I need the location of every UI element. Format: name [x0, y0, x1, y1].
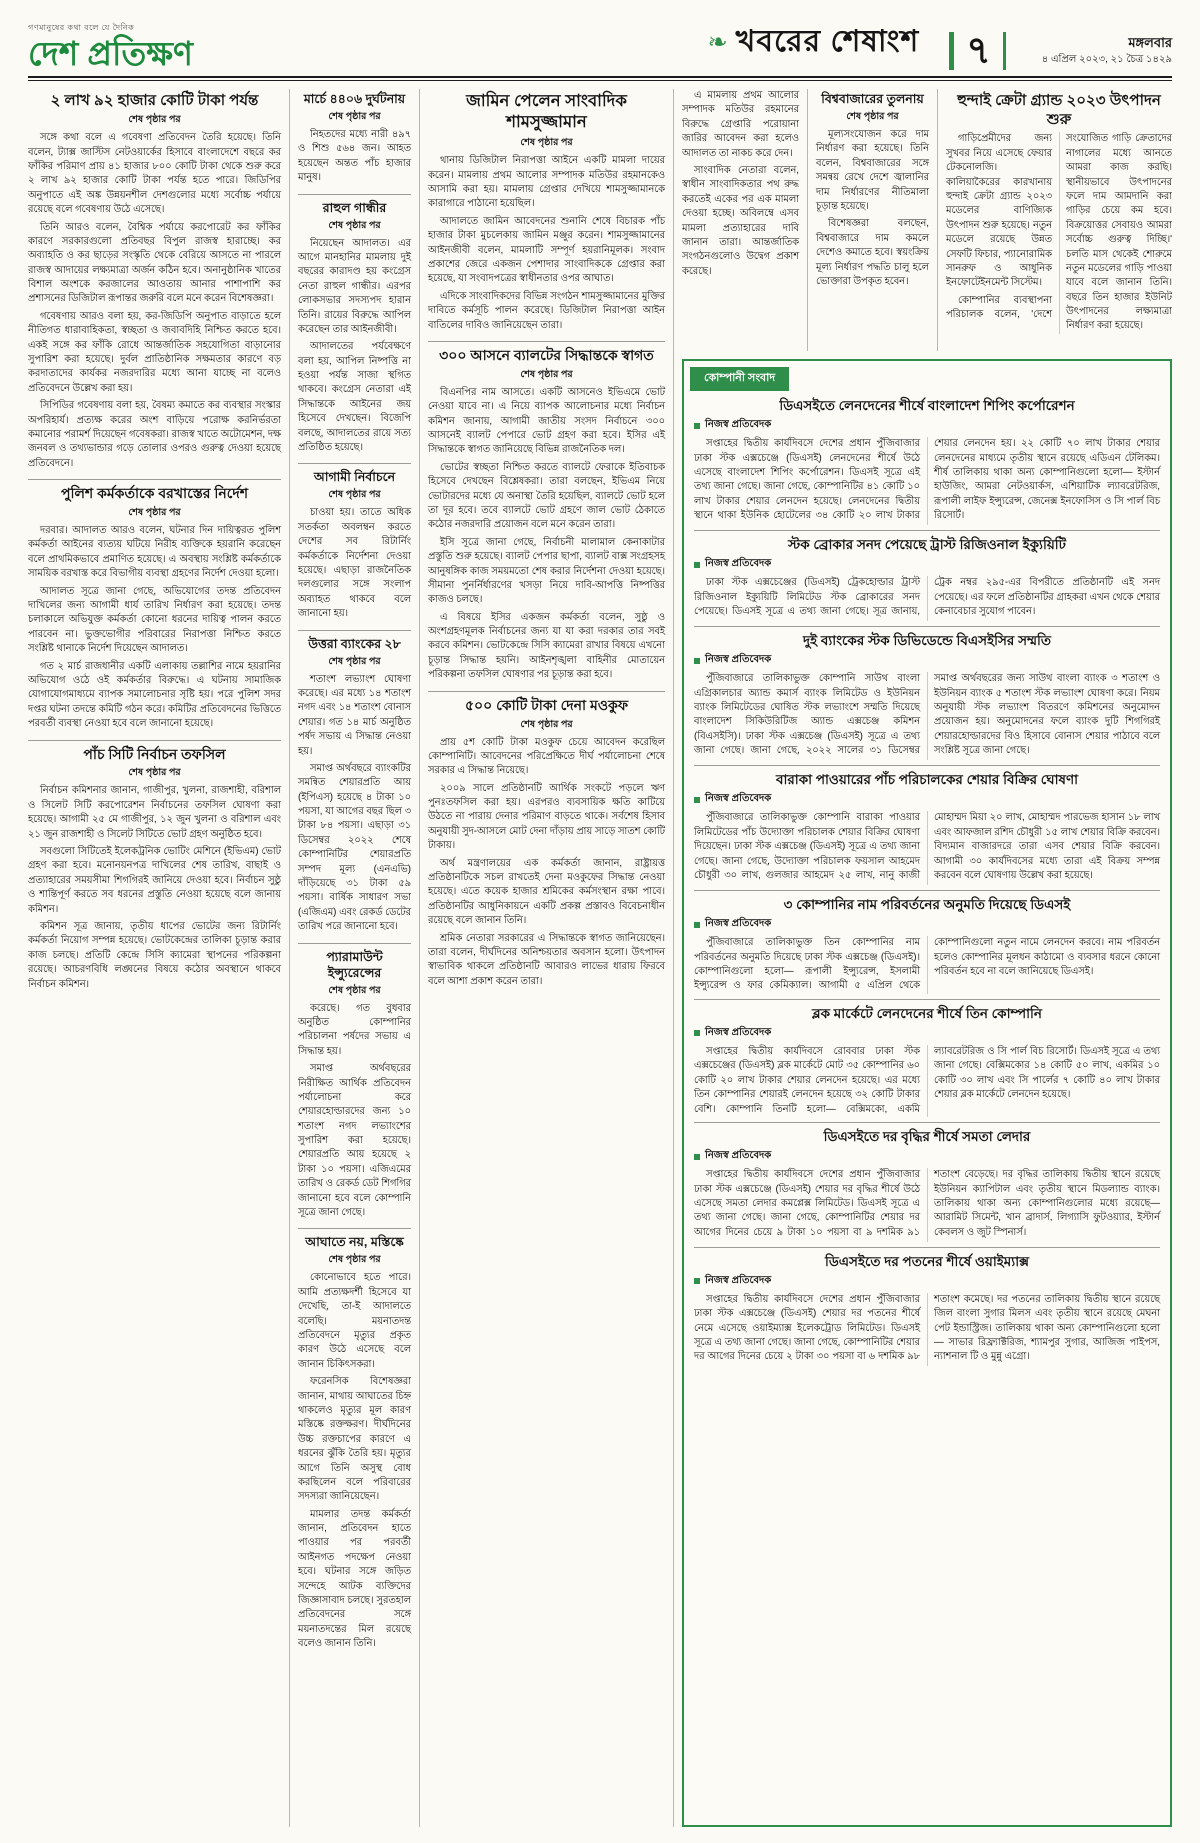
page-content — [28, 89, 1172, 1827]
date-block — [1022, 34, 1172, 70]
continuation-label: শেষ পৃষ্ঠার পর — [520, 368, 573, 380]
article-headline: ৩০০ আসনে ব্যালটের সিদ্ধান্তকে স্বাগত — [439, 346, 654, 363]
page-number: ৭ — [949, 32, 1006, 70]
article-ballot-decision — [428, 347, 665, 692]
section-title-block — [708, 17, 920, 70]
article-headline: আঘাতে নয়, মস্তিষ্কে — [305, 1235, 404, 1250]
article-baraka-share-sale — [694, 771, 1160, 891]
article-paragraph: এ বিষয়ে ইসির একজন কর্মকর্তা বলেন, সুষ্ঠু ও অংশগ্রহণমূলক নির্বাচনের জন্য যা যা করা দরকার তার সবই করবে কমিশন। ভোটকেন্দ্রে সিসি ক্যামেরা রাখার বিষয়ে এখনো চূড়ান্ত সিদ্ধান্ত হয়নি। আইনশৃঙ্খলা বাহিনীর মোতায়েন পরিকল্পনা তফসিল ঘোষণার পর চূড়ান্ত করা হবে। — [428, 611, 665, 681]
article-paragraph: সপ্তাহের দ্বিতীয় কার্যদিবসে দেশের প্রধান পুঁজিবাজার ঢাকা স্টক এক্সচেঞ্জে (ডিএসই) শেয়ার দর পতনের শীর্ষে নেমে এসেছে ওয়াইম্যাক্স ইলেকট্রোড লিমিটেড। ডিএসই সূত্রে এ তথ্য জানা গেছে। জানা গেছে, কোম্পানিটির শেয়ার দর আগের দিনের চেয়ে ২ টাকা ৩০ পয়সা বা ৬ দশমিক ৯৮ শতাংশ কমেছে। দর পতনের তালিকায় দ্বিতীয় স্থানে রয়েছে জিল বাংলা সুগার মিলস এবং তৃতীয় স্থানে রয়েছে মেঘনা পেট ইন্ডাস্ট্রিজ। তালিকায় থাকা অন্য কোম্পানিগুলো হলো— সাভার রিফ্র্যাক্টরিজ, শ্যামপুর সুগার, আজিজ পাইপস, ন্যাশনাল টি ও মুন্নু এগ্রো। — [694, 1293, 1160, 1363]
article-body — [694, 672, 1160, 760]
byline-bullet-icon — [694, 562, 700, 568]
article-paragraph: গত ২ মার্চ রাজধানীর একটি এলাকায় তল্লাশির নামে হয়রানির অভিযোগ ওঠে ওই কর্মকর্তার বিরুদ্ধে। এ ঘটনায় সামাজিক যোগাযোগমাধ্যমে ব্যাপক সমালোচনার সৃষ্টি হয়। পরে পুলিশ সদর দপ্তর ঘটনা তদন্তে কমিটি গঠন করে। কমিটির প্রতিবেদনের ভিত্তিতে পরবর্তী ব্যবস্থা নেওয়া হবে বলে জানানো হয়েছে। — [28, 660, 281, 730]
article-paragraph: মূল্যসংযোজন করে দাম নির্ধারণ করা হয়েছে। তিনি বলেন, বিশ্ববাজারের সঙ্গে সমন্বয় রেখে দেশে জ্বালানির দাম নির্ধারণের নীতিমালা চূড়ান্ত হয়েছে। — [816, 129, 929, 212]
right-region — [674, 89, 1172, 1827]
article-headline: ডিএসইতে দর বৃদ্ধির শীর্ষে সমতা লেদার — [823, 1128, 1031, 1144]
byline-bullet-icon — [694, 797, 700, 803]
column-world-market — [808, 89, 938, 351]
byline-bullet-icon — [694, 1154, 700, 1160]
company-news-tab: কোম্পানী সংবাদ — [690, 367, 789, 391]
byline-label: নিজস্ব প্রতিবেদক — [705, 1026, 772, 1038]
article-headline: দুই ব্যাংকের স্টক ডিভিডেন্ডে বিএসইসির সম্মতি — [802, 633, 1052, 649]
byline-bullet-icon — [694, 1278, 700, 1284]
article-paragraph: কোনোভাবে হতে পারে। আমি প্রত্যক্ষদর্শী হিসেবে যা দেখেছি, তা-ই আদালতে বলেছি। ময়নাতদন্ত প্রতিবেদনে মৃত্যুর প্রকৃত কারণ উঠে এসেছে বলে জানান চিকিৎসকরা। — [298, 1272, 411, 1370]
article-paragraph: আদালতের পর্যবেক্ষণে বলা হয়, আপিল নিষ্পত্তি না হওয়া পর্যন্ত সাজা স্থগিত থাকবে। কংগ্রেস নেতারা এই সিদ্ধান্তকে আইনের জয় হিসেবে দেখছেন। বিজেপি বলছে, আদালতের রায়ে সত্য প্রতিষ্ঠিত হয়েছে। — [298, 341, 411, 454]
article-paragraph: থানায় ডিজিটাল নিরাপত্তা আইনে একটি মামলা দায়ের করেন। মামলায় প্রথম আলোর সম্পাদক মতিউর রহমানকেও আসামি করা হয়। মামলায় গ্রেপ্তার দেখিয়ে শামসুজ্জামানকে কারাগারে পাঠানো হয়েছিল। — [428, 155, 665, 210]
article-paragraph: সিপিডির গবেষণায় বলা হয়, বৈষম্য কমাতে কর ব্যবস্থার সংস্কার অপরিহার্য। প্রত্যক্ষ করের অংশ বাড়িয়ে পরোক্ষ করনির্ভরতা কমানোর পরামর্শ দিয়েছেন গবেষকরা। রাজস্ব খাতে অটোমেশন, দক্ষ জনবল ও তথ্যভান্ডার গড়ে তোলার ওপরও গুরুত্ব দেওয়া হয়েছে প্রতিবেদনে। — [28, 400, 281, 469]
continuation-label: শেষ পৃষ্ঠার পর — [328, 1254, 381, 1266]
article-headline: ৩ কোম্পানির নাম পরিবর্তনের অনুমতি দিয়েছে ডিএসই — [783, 896, 1071, 912]
article-paragraph: ফরেনসিক বিশেষজ্ঞরা জানান, মাথায় আঘাতের চিহ্ন থাকলেও মৃত্যুর মূল কারণ মস্তিষ্কে রক্তক্ষরণ। দীর্ঘদিনের উচ্চ রক্তচাপের কারণে এ ধরনের ঝুঁকি তৈরি হয়। মৃত্যুর আগে তিনি অসুস্থ বোধ করছিলেন বলে পরিবারের সদস্যরা জানিয়েছেন। — [298, 1376, 411, 1503]
byline-bullet-icon — [694, 922, 700, 928]
article-body — [694, 1045, 1160, 1117]
article-paragraph: বিশেষজ্ঞরা বলছেন, বিশ্ববাজারে দাম কমলে দেশেও কমাতে হবে। স্বয়ংক্রিয় মূল্য নির্ধারণ পদ্ধতি চালু হলে ভোক্তারা উপকৃত হবেন। — [816, 218, 929, 287]
article-headline: বারাকা পাওয়ারের পাঁচ পরিচালকের শেয়ার বিক্রির ঘোষণা — [775, 772, 1079, 788]
article-top-loser — [694, 1253, 1160, 1372]
article-body — [694, 437, 1160, 525]
byline-label: নিজস্ব প্রতিবেদক — [705, 1150, 772, 1162]
article-headline: মার্চে ৪৪০৬ দুর্ঘটনায় — [303, 92, 406, 106]
masthead — [28, 10, 1172, 70]
company-news-box — [682, 359, 1172, 1827]
byline-label: নিজস্ব প্রতিবেদক — [705, 419, 772, 431]
article-paragraph: নিয়েছেন আদালত। এর আগে মানহানির মামলায় দুই বছরের কারাদণ্ড হয় কংগ্রেস নেতা রাহুল গান্ধীর। এরপর লোকসভার সদস্যপদ হারান তিনি। রায়ের বিরুদ্ধে আপিল করেছেন তার আইনজীবী। — [298, 237, 411, 335]
byline-bullet-icon — [694, 658, 700, 664]
article-stock-broker-license — [694, 536, 1160, 627]
continuation-label: শেষ পৃষ্ঠার পর — [846, 111, 899, 122]
article-paragraph: এদিকে সাংবাদিকদের বিভিন্ন সংগঠন শামসুজ্জামানের মুক্তির দাবিতে কর্মসূচি পালন করেছে। ডিজিটাল নিরাপত্তা আইন বাতিলের দাবিও জানিয়েছেন তারা। — [428, 290, 665, 331]
article-paragraph: কমিশন সূত্র জানায়, তৃতীয় ধাপের ভোটের জন্য রিটার্নিং কর্মকর্তা নিয়োগ সম্পন্ন হয়েছে। ভোটকেন্দ্রের তালিকা চূড়ান্ত করার কাজ চলছে। প্রতিটি কেন্দ্রে সিসি ক্যামেরা স্থাপনের পরিকল্পনা রয়েছে। আচরণবিধি লঙ্ঘনের বিষয়ে কঠোর অবস্থানে থাকবে নির্বাচন কমিশন। — [28, 920, 281, 990]
continuation-label: শেষ পৃষ্ঠার পর — [128, 767, 181, 779]
article-headline: বিশ্ববাজারের তুলনায় — [821, 92, 924, 106]
article-stock-dividend-approval — [694, 632, 1160, 766]
article-rahul-gandhi — [298, 200, 411, 465]
article-city-election-schedule — [28, 746, 281, 1000]
article-paragraph: সপ্তাহের দ্বিতীয় কার্যদিবসে দেশের প্রধান পুঁজিবাজার ঢাকা স্টক এক্সচেঞ্জে (ডিএসই) লেনদেনের শীর্ষে উঠে এসেছে বাংলাদেশ শিপিং কর্পোরেশন। ডিএসই সূত্রে এই তথ্য জানা গেছে। জানা গেছে, কোম্পানিটির ৪১ কোটি ১০ লাখ টাকার শেয়ার লেনদেন হয়েছে। লেনদেনের দ্বিতীয় স্থানে থাকা ইউনিক হোটেলের ৩৪ কোটি ২০ লাখ টাকার শেয়ার লেনদেন হয়। ২২ কোটি ৭০ লাখ টাকার শেয়ার লেনদেনের মাধ্যমে তৃতীয় স্থানে রয়েছে এডিএন টেলিকম। শীর্ষ তালিকায় থাকা অন্য কোম্পানিগুলো হলো— ইস্টার্ন হাউজিং, আমরা নেটওয়ার্কস, এশিয়াটিক ল্যাবরেটরিজ, রূপালী লাইফ ইন্স্যুরেন্স, জেনেক্স ইনফোসিস ও সি পার্ল বিচ রিসোর্ট। — [694, 438, 1160, 522]
article-uttara-bank — [298, 636, 411, 944]
article-headline: ডিএসইতে দর পতনের শীর্ষে ওয়াইম্যাক্স — [824, 1253, 1030, 1269]
article-body — [694, 1293, 1160, 1366]
masthead-rule — [28, 76, 1172, 81]
byline-bullet-icon — [694, 1030, 700, 1036]
article-paragraph: নিহতদের মধ্যে নারী ৪৯৭ ও শিশু ৫৬৪ জন। আহত হয়েছেন অন্তত পাঁচ হাজার মানুষ। — [298, 129, 411, 184]
article-paragraph: চাওয়া হয়। তাতে অধিক সতর্কতা অবলম্বন করতে দেশের সব রিটার্নিং কর্মকর্তাকে নির্দেশনা দেওয়া হয়েছে। এছাড়া রাজনৈতিক দলগুলোর সঙ্গে সংলাপ অব্যাহত থাকবে বলে জানানো হয়। — [298, 507, 411, 620]
article-body — [694, 1168, 1160, 1241]
article-dse-turnover-leader — [694, 397, 1160, 531]
article-top-gainer — [694, 1128, 1160, 1248]
byline-bullet-icon — [694, 423, 700, 429]
article-headline: হুন্দাই ক্রেটা গ্র্যান্ড ২০২৩ উৎপাদন শুরু — [957, 92, 1161, 129]
article-headline: ৫০০ কোটি টাকা দেনা মওকুফ — [464, 696, 629, 713]
article-paragraph: গাড়িপ্রেমীদের জন্য সুখবর নিয়ে এসেছে ফেয়ার টেকনোলজি। কালিয়াকৈরের কারখানায় হুন্দাই ক্রেটা গ্র্যান্ড ২০২৩ মডেলের বাণিজ্যিক উৎপাদন শুরু হয়েছে। নতুন মডেলে রয়েছে উন্নত সেফটি ফিচার, প্যানোরামিক সানরুফ ও আধুনিক ইনফোটেইনমেন্ট সিস্টেম। — [946, 133, 1052, 289]
byline — [694, 791, 1160, 808]
article-march-accidents — [298, 91, 411, 195]
article-debt-waiver — [428, 697, 665, 998]
article-headline: পাঁচ সিটি নির্বাচন তফসিল — [83, 745, 226, 762]
continuation-label: শেষ পৃষ্ঠার পর — [328, 489, 381, 501]
article-paragraph: ইসি সূত্রে জানা গেছে, নির্বাচনী মালামাল কেনাকাটার প্রস্তুতি শুরু হয়েছে। ব্যালট পেপার ছাপা, ব্যালট বাক্স সংগ্রহসহ আনুষঙ্গিক কাজ সময়মতো শেষ করার নির্দেশনা দেওয়া হয়েছে। সীমানা পুনর্নির্ধারণের খসড়া নিয়ে দাবি-আপত্তি নিষ্পত্তির কাজও চলছে। — [428, 536, 665, 606]
article-paragraph: আদালত সূত্রে জানা গেছে, অভিযোগের তদন্ত প্রতিবেদন দাখিলের জন্য আগামী ধার্য তারিখ নির্ধারণ করা হয়েছে। তদন্ত চলাকালে অভিযুক্ত কর্মকর্তা কোনো ধরনের দায়িত্ব পালন করতে পারবেন না। ভুক্তভোগীর পরিবারের নিরাপত্তা নিশ্চিত করতে সংশ্লিষ্ট থানাকে নির্দেশ দিয়েছেন আদালত। — [28, 585, 281, 655]
article-paragraph: পুঁজিবাজারে তালিকাভুক্ত তিন কোম্পানির নাম পরিবর্তনের অনুমতি দিয়েছে ঢাকা স্টক এক্সচেঞ্জ (ডিএসই)। কোম্পানিগুলো হলো— রূপালী ইন্স্যুরেন্স, ইসলামী ইন্স্যুরেন্স ও ফার কেমিক্যাল। আগামী ৫ এপ্রিল থেকে কোম্পানিগুলো নতুন নামে লেনদেন করবে। নাম পরিবর্তন হলেও কোম্পানির মূলধন কাঠামো ও ব্যবসার ধরনে কোনো পরিবর্তন হবে না বলে জানিয়েছে ডিএসই। — [694, 937, 1160, 992]
continuation-label: শেষ পৃষ্ঠার পর — [328, 655, 381, 667]
byline-label: নিজস্ব প্রতিবেদক — [705, 654, 772, 666]
byline — [694, 916, 1160, 933]
article-paragraph: সপ্তাহের দ্বিতীয় কার্যদিবসে রোববার ঢাকা স্টক এক্সচেঞ্জের (ডিএসই) ব্লক মার্কেটে মোট ৩৫ কোম্পানির ৬০ কোটি ২০ লাখ টাকার শেয়ার লেনদেন হয়েছে। এর মধ্যে তিন কোম্পানির শেয়ারই লেনদেন হয়েছে ৩২ কোটি টাকার বেশি। কোম্পানি তিনটি হলো— বেক্সিমকো, একমি ল্যাবরেটরিজ ও সি পার্ল বিচ রিসোর্ট। ডিএসই সূত্রে এ তথ্য জানা গেছে। বেক্সিমকোর ১৪ কোটি ৫০ লাখ, একমির ১০ কোটি ৩০ লাখ এবং সি পার্লের ৭ কোটি ৪০ লাখ টাকার শেয়ার ব্লক মার্কেটে লেনদেন হয়েছে। — [694, 1045, 1160, 1115]
article-headline: ডিএসইতে লেনদেনের শীর্ষে বাংলাদেশ শিপিং কর্পোরেশন — [779, 398, 1075, 413]
leaf-icon: ❧ — [707, 28, 728, 56]
continuation-column — [682, 89, 808, 351]
article-paragraph: শতাংশ লভ্যাংশ ঘোষণা করেছে। এর মধ্যে ১৪ শতাংশ নগদ এবং ১৪ শতাংশ বোনাস শেয়ার। গত ১৪ মার্চ অনুষ্ঠিত পর্ষদ সভায় এ সিদ্ধান্ত নেওয়া হয়। — [298, 673, 411, 757]
article-paragraph: পুঁজিবাজারে তালিকাভুক্ত কোম্পানি বারাকা পাওয়ার লিমিটেডের পাঁচ উদ্যোক্তা পরিচালক শেয়ার বিক্রির ঘোষণা দিয়েছেন। ঢাকা স্টক এক্সচেঞ্জ (ডিএসই) সূত্রে এ তথ্য জানা গেছে। জানা গেছে, উদ্যোক্তা পরিচালক ফয়সাল আহমেদ চৌধুরী ৩০ লাখ, গুলজার আহমেদ ২৫ লাখ, নানু কাজী মোহাম্মদ মিয়া ২০ লাখ, মোহাম্মদ পারভেজ হাসান ১৮ লাখ এবং আফজাল রশিদ চৌধুরী ১৫ লাখ শেয়ার বিক্রি করবেন। বিদ্যমান বাজারদরে তারা এসব শেয়ার বিক্রি করবেন। আগামী ৩০ কার্যদিবসের মধ্যে তারা এই বিক্রয় সম্পন্ন করবেন বলে ঘোষণায় উল্লেখ করা হয়েছে। — [694, 812, 1160, 881]
continuation-label: শেষ পৃষ্ঠার পর — [328, 111, 381, 122]
article-paragraph: সঙ্গে কথা বলে এ গবেষণা প্রতিবেদন তৈরি হয়েছে। তিনি বলেন, ট্যাক্স জাস্টিস নেটওয়ার্কের হিসাবে বাংলাদেশে বছরে কর ফাঁকির পরিমাণ প্রায় ৪১ হাজার ৮০০ কোটি টাকা থেকে শুরু করে ২ লাখ ৯২ হাজার কোটি টাকা পর্যন্ত হতে পারে। জিডিপির অনুপাতে এই অঙ্ক উন্নয়নশীল দেশগুলোর মধ্যে সর্বোচ্চ পর্যায়ে রয়েছে বলে গবেষণায় উঠে এসেছে। — [28, 132, 281, 216]
section-title: খবরের শেষাংশ — [735, 25, 920, 58]
column-hyundai — [938, 89, 1172, 351]
article-paragraph: ২০০৯ সালে প্রতিষ্ঠানটি আর্থিক সংকটে পড়লে ঋণ পুনঃতফসিল করা হয়। এরপরও ব্যবসায়িক ক্ষতি কাটিয়ে উঠতে না পারায় দেনার পরিমাণ বাড়তে থাকে। সর্বশেষ হিসাব অনুযায়ী সুদ-আসলে মোট দেনা দাঁড়ায় প্রায় সাড়ে সাতশ কোটি টাকায়। — [428, 782, 665, 852]
byline — [694, 1148, 1160, 1165]
article-body — [946, 132, 1172, 333]
article-hyundai-creta — [946, 91, 1172, 334]
article-body — [694, 811, 1160, 884]
column-2 — [290, 89, 420, 1827]
article-paragraph: নির্বাচন কমিশনার জানান, গাজীপুর, খুলনা, রাজশাহী, বরিশাল ও সিলেট সিটি করপোরেশন নির্বাচনের তফসিল ঘোষণা করা হয়েছে। আগামী ২৫ মে গাজীপুর, ১২ জুন খুলনা ও বরিশাল এবং ২১ জুন রাজশাহী ও সিলেট সিটিতে ভোট গ্রহণ অনুষ্ঠিত হবে। — [28, 785, 281, 840]
byline — [694, 1273, 1160, 1290]
article-paragraph: কোম্পানির ব্যবস্থাপনা পরিচালক বলেন, 'দেশে সংযোজিত গাড়ি ক্রেতাদের নাগালের মধ্যে আনতে আমরা কাজ করছি। স্থানীয়ভাবে উৎপাদনের ফলে দাম আমদানি করা গাড়ির চেয়ে কম হবে। বিক্রয়োত্তর সেবায়ও আমরা সর্বোচ্চ গুরুত্ব দিচ্ছি।' চলতি মাস থেকেই শোরুমে নতুন মডেলের গাড়ি পাওয়া যাবে বলে জানান তিনি। বছরে তিন হাজার ইউনিট উৎপাদনের লক্ষ্যমাত্রা নির্ধারণ করা হয়েছে। — [946, 133, 1172, 332]
tagline: গণমানুষের কথা বলে যে দৈনিক — [28, 23, 135, 32]
continuation-label: শেষ পৃষ্ঠার পর — [520, 137, 573, 149]
article-police-suspension — [28, 485, 281, 740]
byline — [694, 556, 1160, 573]
article-paragraph: শ্রমিক নেতারা সরকারের এ সিদ্ধান্তকে স্বাগত জানিয়েছেন। তারা বলেন, দীর্ঘদিনের অনিশ্চয়তার অবসান হলো। উৎপাদন স্বাভাবিক থাকলে প্রতিষ্ঠানটি আবারও লাভের ধারায় ফিরবে বলে আশা প্রকাশ করেন তারা। — [428, 932, 665, 987]
article-paragraph: সমাপ্ত অর্থবছরে ব্যাংকটির সমন্বিত শেয়ারপ্রতি আয় (ইপিএস) হয়েছে ৪ টাকা ১০ পয়সা, যা আগের বছর ছিল ৩ টাকা ৮৪ পয়সা। এছাড়া ৩১ ডিসেম্বর ২০২২ শেষে কোম্পানিটির শেয়ারপ্রতি সম্পদ মূল্য (এনএভি) দাঁড়িয়েছে ৩১ টাকা ৫৯ পয়সা। বার্ষিক সাধারণ সভা (এজিএম) এবং রেকর্ড ডেটের তারিখ পরে জানানো হবে। — [298, 762, 412, 933]
article-paragraph: বিএনপির নাম আসতে। একটি আসনেও ইভিএমে ভোট নেওয়া যাবে না। এ নিয়ে ব্যাপক আলোচনার মধ্যে নির্বাচন কমিশন জানায়, আগামী জাতীয় সংসদ নির্বাচনে ৩০০ আসনেই ব্যালট পেপারে ভোট গ্রহণ করা হবে। ইসির এই সিদ্ধান্তকে স্বাগত জানিয়েছে বিভিন্ন রাজনৈতিক দল। — [428, 386, 665, 456]
article-paragraph: আদালতে জামিন আবেদনের শুনানি শেষে বিচারক পাঁচ হাজার টাকা মুচলেকায় জামিন মঞ্জুর করেন। শামসুজ্জামানের আইনজীবী বলেন, মামলাটি সম্পূর্ণ হয়রানিমূলক। সংবাদ প্রকাশের জেরে একজন পেশাদার সাংবাদিককে গ্রেপ্তার করা হয়েছে, যা সংবাদপত্রের স্বাধীনতার ওপর আঘাত। — [428, 215, 665, 285]
article-body — [694, 936, 1160, 994]
article-next-election — [298, 469, 411, 630]
newspaper-logo: দেশ প্রতিক্ষণ — [28, 35, 193, 72]
article-headline: পুলিশ কর্মকর্তাকে বরখাস্তের নির্দেশ — [60, 485, 248, 502]
article-paragraph: অর্থ মন্ত্রণালয়ের এক কর্মকর্তা জানান, রাষ্ট্রায়ত্ত প্রতিষ্ঠানটিকে সচল রাখতেই দেনা মওকুফের সিদ্ধান্ত নেওয়া হয়েছে। এতে কয়েক হাজার শ্রমিকের কর্মসংস্থান রক্ষা পাবে। প্রতিষ্ঠানটির আধুনিকায়নে একটি প্রকল্প প্রস্তাবও বিবেচনাধীন রয়েছে বলে জানান তিনি। — [428, 857, 665, 927]
continuation-label: শেষ পৃষ্ঠার পর — [328, 984, 381, 996]
byline-label: নিজস্ব প্রতিবেদক — [705, 558, 772, 570]
article-headline: ২ লাখ ৯২ হাজার কোটি টাকা পর্যন্ত — [50, 92, 259, 109]
byline-label: নিজস্ব প্রতিবেদক — [705, 1274, 772, 1286]
article-headline: প্যারামাউন্ট ইন্স্যুরেন্সের — [326, 949, 383, 980]
article-paragraph: এ মামলায় প্রথম আলোর সম্পাদক মতিউর রহমানের বিরুদ্ধে গ্রেপ্তারি পরোয়ানা জারির আবেদন করা হলেও আদালত তা নাকচ করে দেন। — [682, 90, 799, 159]
article-paragraph: সপ্তাহের দ্বিতীয় কার্যদিবসে দেশের প্রধান পুঁজিবাজার ঢাকা স্টক এক্সচেঞ্জে (ডিএসই) শেয়ার দর বৃদ্ধির শীর্ষে উঠে এসেছে সমতা লেদার কমপ্লেক্স লিমিটেড। ডিএসই সূত্রে এ তথ্য জানা গেছে। জানা গেছে, কোম্পানিটির শেয়ার দর আগের দিনের চেয়ে ৯ টাকা ১০ পয়সা বা ৯ দশমিক ৯১ শতাংশ বেড়েছে। দর বৃদ্ধির তালিকায় দ্বিতীয় স্থানে রয়েছে ইউনিয়ন ক্যাপিটাল এবং তৃতীয় স্থানে মিডল্যান্ড ব্যাংক। তালিকায় থাকা অন্য কোম্পানিগুলোর মধ্যে রয়েছে— আরামিট সিমেন্ট, খান ব্রাদার্স, লিগ্যাসি ফুটওয়্যার, ইস্টার্ন কেবলস ও জুট স্পিনার্স। — [694, 1169, 1160, 1238]
article-brain-hemorrhage — [298, 1234, 411, 1659]
article-headline: রাহুল গান্ধীর — [322, 200, 387, 215]
article-paragraph: ভোটের স্বচ্ছতা নিশ্চিত করতে ব্যালটে ফেরাকে ইতিবাচক হিসেবে দেখছেন বিশ্লেষকরা। তারা বলছেন, ইভিএম নিয়ে ভোটারদের মধ্যে যে অনাস্থা তৈরি হয়েছিল, ব্যালটে ভোট হলে তা দূর হবে। তবে ব্যালটে ভোট গ্রহণে জাল ভোট ঠেকাতে কঠোর নজরদারি প্রয়োজন বলে মনে করেন তারা। — [428, 461, 665, 531]
article-paragraph: ঢাকা স্টক এক্সচেঞ্জের (ডিএসই) ট্রেকহোল্ডার ট্রাস্ট রিজিওনাল ইক্যুয়িটি লিমিটেড স্টক ব্রোকারের সনদ পেয়েছে। ডিএসই সূত্রে এ তথ্য জানা গেছে। সূত্র জানায়, ট্রেক নম্বর ২৯৫-এর বিপরীতে প্রতিষ্ঠানটি এই সনদ পেয়েছে। এর ফলে প্রতিষ্ঠানটির গ্রাহকরা এখন থেকে শেয়ার কেনাবেচার সুযোগ পাবেন। — [694, 577, 1160, 618]
article-headline: আগামী নির্বাচনে — [313, 470, 396, 485]
article-name-change-approval — [694, 896, 1160, 1000]
article-paragraph: করেছে। গত বুধবার অনুষ্ঠিত কোম্পানির পরিচালনা পর্ষদের সভায় এ সিদ্ধান্ত হয়। — [298, 1002, 411, 1057]
continuation-label: শেষ পৃষ্ঠার পর — [328, 219, 381, 231]
byline-label: নিজস্ব প্রতিবেদক — [705, 793, 772, 805]
article-paragraph: তিনি আরও বলেন, বৈশ্বিক পর্যায়ে করপোরেট কর ফাঁকির কারণে সরকারগুলো প্রতিবছর বিপুল রাজস্ব হারাচ্ছে। কর অব্যাহতি ও কর ছাড়ের সংস্কৃতি থেকে বেরিয়ে আসতে না পারলে রাজস্ব আদায়ের লক্ষ্যমাত্রা অর্জন কঠিন হবে। অনানুষ্ঠানিক খাতের বিশাল অংশকে করজালের আওতায় আনার পাশাপাশি কর প্রশাসনের ডিজিটাল রূপান্তর জরুরি বলে মনে করেন বিশেষজ্ঞরা। — [28, 221, 281, 305]
byline-label: নিজস্ব প্রতিবেদক — [705, 918, 772, 930]
article-paragraph: সাংবাদিক নেতারা বলেন, স্বাধীন সাংবাদিকতার পথ রুদ্ধ করতেই একের পর এক মামলা দেওয়া হচ্ছে। অবিলম্বে এসব মামলা প্রত্যাহারের দাবি জানান তারা। আন্তর্জাতিক সংগঠনগুলোও উদ্বেগ প্রকাশ করেছে। — [682, 164, 799, 277]
top-band — [682, 89, 1172, 351]
article-paragraph: মামলার তদন্ত কর্মকর্তা জানান, প্রতিবেদন হাতে পাওয়ার পর পরবর্তী আইনগত পদক্ষেপ নেওয়া হবে। ঘটনার সঙ্গে জড়িত সন্দেহে আটক ব্যক্তিদের জিজ্ঞাসাবাদ চলছে। সুরতহাল প্রতিবেদনের সঙ্গে ময়নাতদন্তের মিল রয়েছে বলেও জানান তিনি। — [298, 1508, 411, 1650]
article-paragraph: সমাপ্ত অর্থবছরের নিরীক্ষিত আর্থিক প্রতিবেদন পর্যালোচনা করে শেয়ারহোল্ডারদের জন্য ১০ শতাংশ নগদ লভ্যাংশের সুপারিশ করা হয়েছে। শেয়ারপ্রতি আয় হয়েছে ২ টাকা ১০ পয়সা। এজিএমের তারিখ ও রেকর্ড ডেট শিগগির জানানো হবে বলে কোম্পানি সূত্রে জানা গেছে। — [298, 1063, 411, 1219]
article-headline: ব্লক মার্কেটে লেনদেনের শীর্ষে তিন কোম্পানি — [812, 1005, 1042, 1021]
byline — [694, 417, 1160, 434]
article-paragraph: পুঁজিবাজারে তালিকাভুক্ত কোম্পানি সাউথ বাংলা এগ্রিকালচার অ্যান্ড কমার্স ব্যাংক লিমিটেড ও ইউনিয়ন ব্যাংক লিমিটেডের ঘোষিত স্টক লভ্যাংশে সম্মতি দিয়েছে বাংলাদেশ সিকিউরিটিজ অ্যান্ড এক্সচেঞ্জ কমিশন (বিএসইসি)। ঢাকা স্টক এক্সচেঞ্জ (ডিএসই) সূত্রে এ তথ্য জানা গেছে। জানা গেছে, ২০২২ সালের ৩১ ডিসেম্বর সমাপ্ত অর্থবছরের জন্য সাউথ বাংলা ব্যাংক ৩ শতাংশ ও ইউনিয়ন ব্যাংক ৫ শতাংশ স্টক লভ্যাংশ ঘোষণা করে। নিয়ম অনুযায়ী স্টক লভ্যাংশ বিতরণে কমিশনের অনুমোদন প্রয়োজন হয়। অনুমোদনের ফলে ব্যাংক দুটি শিগগিরই শেয়ারহোল্ডারদের বিও হিসাবে বোনাস শেয়ার পাঠাবে বলে সংশ্লিষ্ট সূত্রে জানা গেছে। — [694, 673, 1160, 757]
byline — [694, 652, 1160, 669]
article-paramount-insurance — [298, 949, 411, 1230]
article-headline: স্টক ব্রোকার সনদ পেয়েছে ট্রাস্ট রিজিওনাল ইক্যুয়িটি — [787, 537, 1067, 553]
article-tax-evasion — [28, 91, 281, 480]
article-headline: জামিন পেলেন সাংবাদিক শামসুজ্জামান — [466, 92, 627, 132]
date-label: ৪ এপ্রিল ২০২৩, ২১ চৈত্র ১৪২৯ — [1041, 53, 1172, 65]
article-body — [694, 576, 1160, 621]
continuation-label: শেষ পৃষ্ঠার পর — [520, 718, 573, 730]
continuation-label: শেষ পৃষ্ঠার পর — [128, 507, 181, 519]
byline — [694, 1025, 1160, 1042]
article-paragraph: গবেষণায় আরও বলা হয়, কর-জিডিপি অনুপাত বাড়াতে হলে নীতিগত ধারাবাহিকতা, স্বচ্ছতা ও জবাবদিহি নিশ্চিত করতে হবে। একই সঙ্গে কর ফাঁকি রোধে আন্তর্জাতিক সহযোগিতা বাড়ানোর সুপারিশ করা হয়েছে। দুর্বল প্রাতিষ্ঠানিক সক্ষমতার কারণে বড় করদাতাদের কার্যকর নজরদারির মধ্যে আনা যাচ্ছে না বলেও প্রতিবেদনে উল্লেখ করা হয়। — [28, 310, 281, 394]
article-block-market-leaders — [694, 1005, 1160, 1123]
article-journalist-bail — [428, 91, 665, 342]
article-headline: উত্তরা ব্যাংকের ২৮ — [308, 636, 401, 651]
continuation-label: শেষ পৃষ্ঠার পর — [128, 114, 181, 126]
day-label: মঙ্গলবার — [1128, 34, 1172, 50]
article-paragraph: দরবার। আদালত আরও বলেন, ঘটনার দিন দায়িত্বরত পুলিশ কর্মকর্তা আইনের ব্যত্যয় ঘটিয়ে নিরীহ ব্যক্তিকে হয়রানি করেছেন বলে প্রাথমিকভাবে প্রমাণিত হয়েছে। এ অবস্থায় সংশ্লিষ্ট কর্মকর্তাকে সাময়িক বরখাস্ত করে বিভাগীয় ব্যবস্থা গ্রহণের নির্দেশ দেওয়া হলো। — [28, 525, 281, 580]
article-paragraph: সবগুলো সিটিতেই ইলেকট্রনিক ভোটিং মেশিনে (ইভিএম) ভোট গ্রহণ করা হবে। মনোনয়নপত্র দাখিলের শেষ তারিখ, বাছাই ও প্রত্যাহারের সময়সীমা শিগগিরই জানিয়ে দেওয়া হবে। নির্বাচন সুষ্ঠু ও শান্তিপূর্ণ করতে সব ধরনের প্রস্তুতি নেওয়া হয়েছে বলে জানায় কমিশন। — [28, 846, 281, 915]
column-1 — [28, 89, 290, 1827]
newspaper-logo-block — [28, 22, 278, 70]
article-paragraph: প্রায় ৫শ কোটি টাকা মওকুফ চেয়ে আবেদন করেছিল কোম্পানিটি। আবেদনের পরিপ্রেক্ষিতে দীর্ঘ পর্যালোচনা শেষে সরকার এ সিদ্ধান্ত নিয়েছে। — [428, 736, 665, 777]
article-world-market — [816, 91, 929, 289]
column-3 — [420, 89, 674, 1827]
